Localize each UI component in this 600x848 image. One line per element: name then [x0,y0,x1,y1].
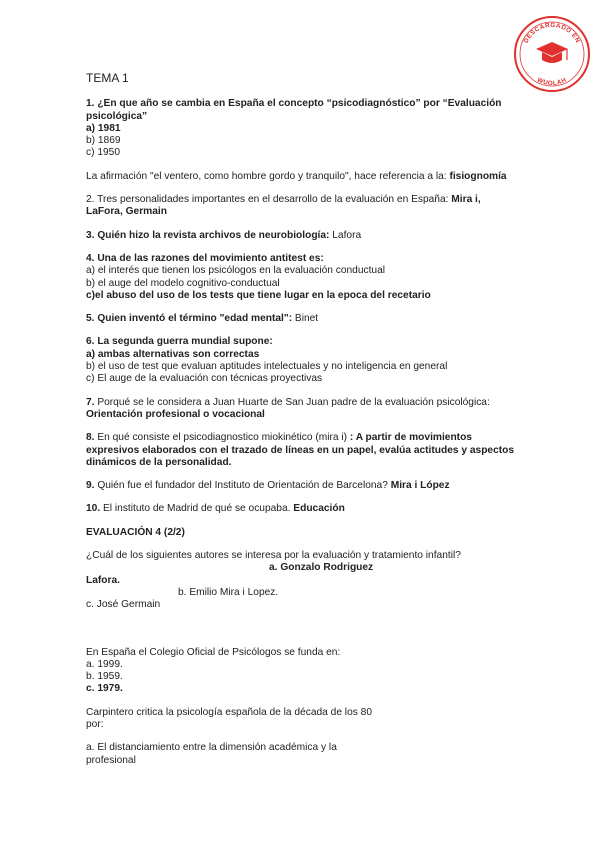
question-4 [86,253,516,302]
answer-option: b) el uso de test que evaluan aptitudes intelectuales y no inteligencia en general [86,361,448,373]
question-text: Carpintero critica la psicología española de la década de los 80 por: [86,706,372,730]
answer-text: Binet [294,313,319,325]
question-2 [86,194,516,219]
question-number: 10. [86,503,101,515]
answer-option: a) ambas alternativas son correctas [86,348,260,360]
question-text: El instituto de Madrid de qué se ocupaba. [100,503,294,515]
question-text: En qué consiste el psicodiagnostico miokinético (mira i) [94,432,350,444]
question-text: 2. Tres personalidades importantes en el desarrollo de la evaluación en España: [86,194,452,206]
answer-option: a. 1999. [86,658,123,670]
document-body [86,72,516,778]
question-text: En España el Colegio Oficial de Psicólogos se funda en: [86,646,341,658]
question-1 [86,98,516,159]
svg-text:WUOLAH: WUOLAH [536,76,568,88]
answer-option: c) 1950 [86,147,120,159]
answer-option: c. José Germain [86,599,161,611]
question-7 [86,397,516,422]
question-number: 8. [86,432,95,444]
answer-option: a. Gonzalo Rodriguez [269,562,374,574]
question-9 [86,480,516,492]
answer-text: : A partir de movimientos expresivos elaborados con el trazado de líneas en un papel, evalúa actitudes y aspectos dinámicos de la personalidad. [86,432,515,468]
statement-fisiognomia [86,171,516,183]
question-text: 5. Quien inventó el término "edad mental": [86,313,295,325]
question-text: 4. Una de las razones del movimiento antitest es: [86,252,324,264]
answer-option: b) 1869 [86,135,121,147]
eval-question-colegio [86,647,516,696]
eval-question-carpintero [86,707,516,767]
wuolah-stamp-logo [512,14,592,94]
answer-option: c)el abuso del uso de los tests que tiene lugar en la epoca del recetario [86,289,431,301]
answer-option: c) El auge de la evaluación con técnicas proyectivas [86,373,323,385]
svg-text:DESCARGADO EN: DESCARGADO EN [522,21,582,45]
question-3 [86,230,516,242]
graduation-cap-icon [536,42,568,63]
question-8 [86,432,516,469]
statement-text: La afirmación "el ventero, como hombre gordo y tranquilo", hace referencia a la: [86,170,450,182]
answer-option: b. Emilio Mira i Lopez. [178,586,279,598]
answer-text: fisiognomía [449,170,507,182]
question-number: 7. [86,396,95,408]
answer-option: a) el interés que tienen los psicólogos en la evaluación conductual [86,265,386,277]
eval-question-infantil [86,550,516,611]
answer-option: b. 1959. [86,671,123,683]
question-text: 3. Quién hizo la revista archivos de neurobiología: [86,229,333,241]
question-number: 9. [86,480,95,492]
answer-option: a) 1981 [86,122,121,134]
answer-text: Orientación profesional o vocacional [86,408,265,420]
question-6 [86,336,516,385]
answer-text: Mira i, LaFora, Germain [86,194,481,218]
answer-option: c. 1979. [86,683,123,695]
question-10 [86,503,516,515]
answer-text: Educación [293,503,345,515]
question-text: Porqué se le considera a Juan Huarte de San Juan padre de la evaluación psicológica: [94,396,490,408]
section-heading: EVALUACIÓN 4 (2/2) [86,526,185,538]
answer-text: Lafora [332,229,362,241]
answer-option: a. El distanciamiento entre la dimensión académica y la profesional [86,742,337,766]
question-text: ¿Cuál de los siguientes autores se interesa por la evaluación y tratamiento infantil? [86,550,461,562]
answer-text: Mira i López [390,480,450,492]
question-5 [86,313,516,325]
answer-option: b) el auge del modelo cognitivo-conductual [86,277,280,289]
question-text: 6. La segunda guerra mundial supone: [86,336,273,348]
answer-option-continuation: Lafora. [86,574,120,586]
page-title: TEMA 1 [86,71,129,85]
question-text: 1. ¿En que año se cambia en España el concepto “psicodiagnóstico” por “Evaluación psicológica” [86,98,502,122]
question-text: Quién fue el fundador del Instituto de Orientación de Barcelona? [94,480,391,492]
